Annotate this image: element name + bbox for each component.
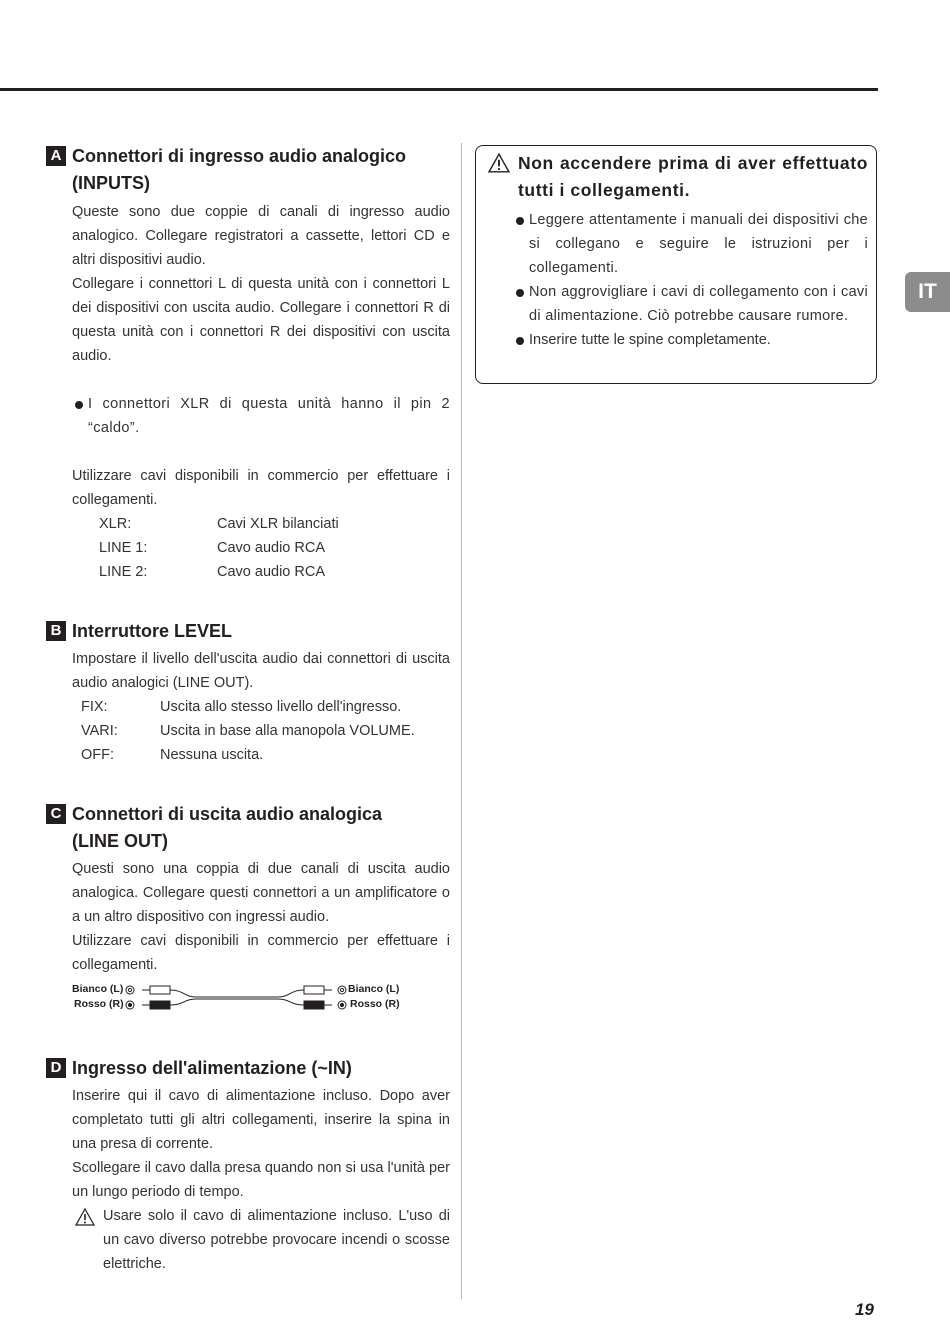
bullet-dot-icon (516, 217, 524, 225)
section-d-title: Ingresso dell'alimentazione (~IN) (72, 1058, 352, 1078)
top-rule (0, 88, 878, 91)
section-b-heading (46, 618, 450, 645)
cable-label: Bianco (L) (72, 983, 124, 995)
section-a-paragraph-2: Collegare i connettori L di questa unità con i connettori L dei dispositivi con uscita audio. Collegare i connettori R di questa unità con i connettori R dei dispositivi con uscita audio. (72, 276, 450, 364)
section-d-paragraph-2: Scollegare il cavo dalla presa quando non si usa l'unità per un lungo periodo di tempo. (72, 1160, 450, 1200)
section-c (46, 801, 450, 1025)
caution-title: Non accendere prima di aver effettuato tutti i collegamenti. (488, 150, 868, 204)
section-c-badge: C (46, 804, 66, 824)
rca-cable-illustration (72, 981, 450, 1025)
left-column (46, 143, 450, 1276)
section-c-heading (46, 801, 450, 855)
cable-row: LINE 1: Cavo audio RCA (99, 540, 325, 556)
section-a-title-line2: (INPUTS) (72, 173, 150, 193)
section-b-paragraph-1: Impostare il livello dell'uscita audio dai connettori di uscita audio analogici (LINE OUT). (72, 651, 450, 691)
section-d-paragraph-1: Inserire qui il cavo di alimentazione incluso. Dopo aver completato tutti gli altri collegamenti, inserire la spina in una presa di corrente. (72, 1088, 450, 1152)
bullet-dot-icon (75, 401, 83, 409)
section-d-heading (46, 1055, 450, 1082)
section-a-bullet: I connettori XLR di questa unità hanno il pin 2 “caldo”. (70, 392, 450, 440)
level-option-row: VARI: Uscita in base alla manopola VOLUME. (81, 723, 415, 739)
section-c-title-line2: (LINE OUT) (72, 831, 168, 851)
language-tab: IT (905, 272, 950, 312)
section-a-paragraph-1: Queste sono due coppie di canali di ingresso audio analogico. Collegare registratori a cassette, lettori CD e altri dispositivi audio. (72, 204, 450, 268)
level-option-row: OFF: Nessuna uscita. (81, 747, 264, 763)
section-d (46, 1055, 450, 1276)
warning-triangle-icon (75, 1204, 99, 1276)
cable-label: Bianco (L) (348, 983, 400, 995)
section-c-paragraph-2: Utilizzare cavi disponibili in commercio per effettuare i collegamenti. (72, 933, 450, 973)
column-divider (461, 143, 462, 1299)
cable-label: Rosso (R) (350, 998, 400, 1010)
level-option-row: FIX: Uscita allo stesso livello dell'ingresso. (81, 699, 402, 715)
section-a-title-line1: Connettori di ingresso audio analogico (72, 146, 407, 166)
section-b (46, 618, 450, 767)
caution-box (475, 145, 877, 384)
section-a (46, 143, 450, 584)
section-a-heading (46, 143, 450, 197)
bullet-dot-icon (516, 337, 524, 345)
caution-item: Non aggrovigliare i cavi di collegamento con i cavi di alimentazione. Ciò potrebbe causare rumore. (516, 280, 868, 328)
section-c-paragraph-1: Questi sono una coppia di due canali di uscita audio analogica. Collegare questi connettori a un amplificatore o a un altro dispositivo con ingressi audio. (72, 861, 450, 925)
section-d-badge: D (46, 1058, 66, 1078)
caution-item: Leggere attentamente i manuali dei dispositivi che si collegano e seguire le istruzioni per i collegamenti. (516, 208, 868, 280)
cable-label: Rosso (R) (74, 998, 124, 1010)
warning-triangle-icon (488, 150, 512, 204)
section-a-paragraph-3: Utilizzare cavi disponibili in commercio per effettuare i collegamenti. (72, 468, 450, 508)
page-number: 19 (855, 1300, 874, 1319)
cable-row: XLR: Cavi XLR bilanciati (99, 516, 339, 532)
section-b-badge: B (46, 621, 66, 641)
section-c-title-line1: Connettori di uscita audio analogica (72, 804, 383, 824)
section-d-warning: Usare solo il cavo di alimentazione incluso. L'uso di un cavo diverso potrebbe provocare incendi o scosse elettriche. (72, 1204, 450, 1276)
cable-row: LINE 2: Cavo audio RCA (99, 564, 325, 580)
bullet-dot-icon (516, 289, 524, 297)
section-a-badge: A (46, 146, 66, 166)
section-b-title: Interruttore LEVEL (72, 621, 233, 641)
caution-item: Inserire tutte le spine completamente. (516, 328, 868, 352)
